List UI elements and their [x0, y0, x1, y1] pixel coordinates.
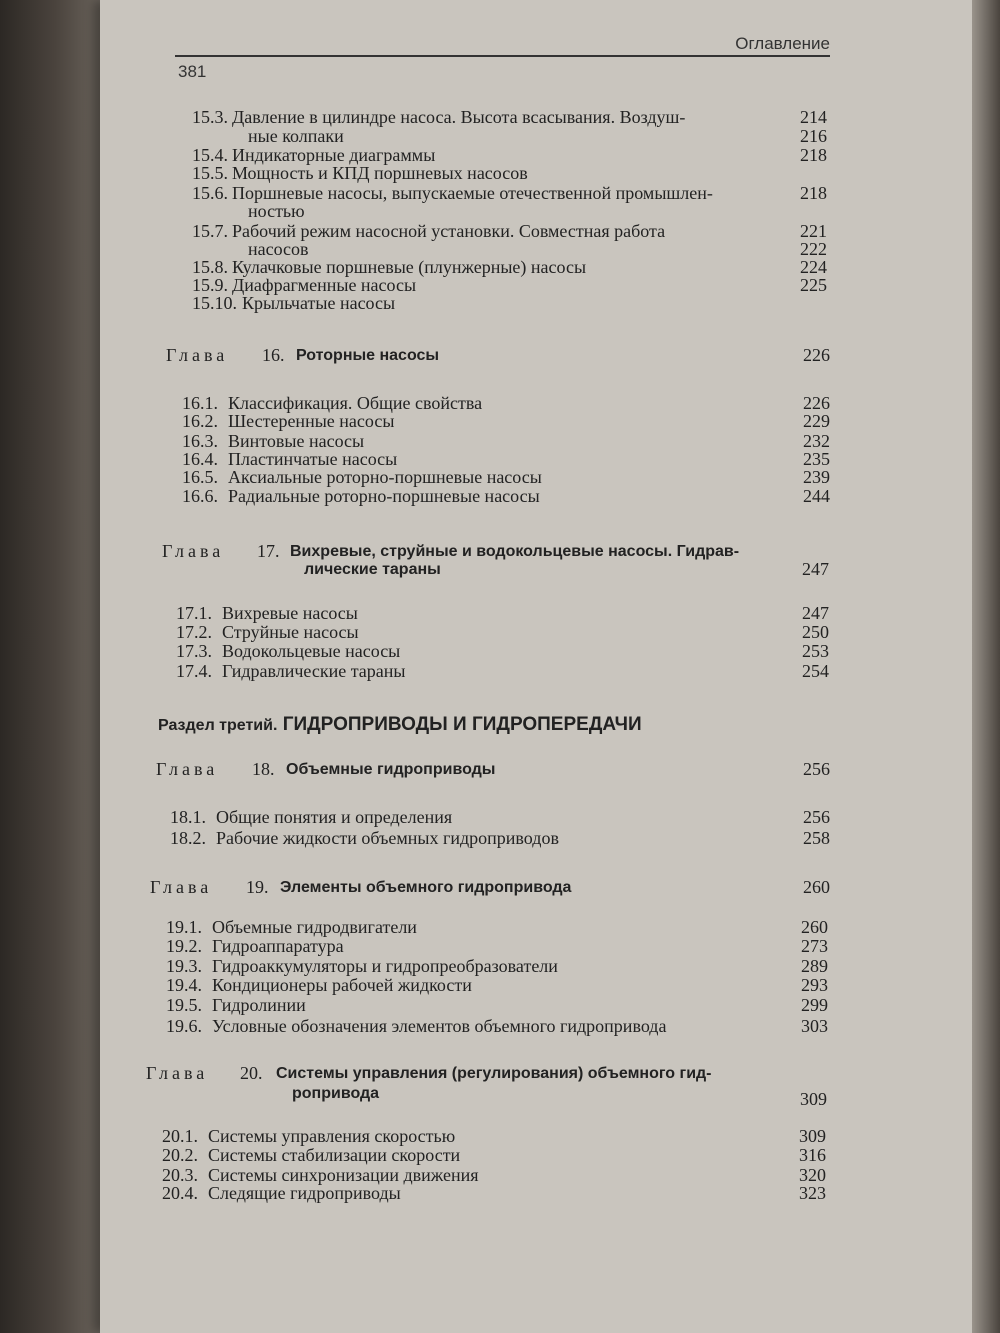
page-edge	[972, 0, 1000, 1333]
book-gutter	[0, 0, 100, 1333]
book-page: Оглавление 381 15.3. Давление в цилиндре насоса. Высота всасывания. Воздуш- 214 ные колпаки 216 15.4. Индикаторные диаграммы 218 15.5. Мощность и КПД поршневых насосов 15.6. Поршневые насосы, выпускаемые отечественной промышлен- 218 ностью 15.7. Рабочий режим насосной установки. Совместная работа 221 насосов 222 15.8. Кулачковые поршневые (плунжерные) насосы 224 15.9. Диафрагменные насосы 225 15.10. Крыльчатые насосы Глава 16. Роторные насосы 226 16.1. Классификация. Общие свойства 226 16.2. Шестеренные насосы 229 16.3. Винтовые насосы 232 16.4. Пластинчатые насосы 235 16.5. Аксиальные роторно-поршневые насосы 239 16.6. Радиальные роторно-поршневые насосы 244 Глава 17. Вихревые, струйные и водокольцевые насосы. Гидрав- лические тараны 247 17.1. Вихревые насосы 247 17.2. Струйные насосы 250 17.3. Водокольцевые насосы 253 17.4. Гидравлические тараны 254 Раздел третий. ГИДРОПРИВОДЫ И ГИДРОПЕРЕДАЧИ Глава 18. Объемные гидроприводы 256 18.1. Общие понятия и определения 256 18.2. Рабочие жидкости объемных гидроприводов 258 Глава 19. Элементы объемного гидропривода 260 19.1. Объемные гидродвигатели 260 19.2. Гидроаппаратура 273 19.3. Гидроаккумуляторы и гидропреобразователи 289 19.4. Кондиционеры рабочей жидкости 293 19.5. Гидролинии 299 19.6. Условные обозначения элементов объемного гидропривода 303 Глава 20. Системы управления (регулирования) объемного гид- ропривода 309 20.1. Системы управления скоростью 309 20.2. Системы стабилизации скорости 316 20.3. Системы синхронизации движения 320 20.4. Следящие гидроприводы 323	[100, 0, 972, 1333]
running-header: Оглавление	[735, 34, 830, 53]
page-number: 381	[178, 62, 207, 81]
part-heading: Раздел третий. ГИДРОПРИВОДЫ И ГИДРОПЕРЕДАЧИ	[158, 714, 642, 735]
header-rule	[175, 55, 830, 57]
